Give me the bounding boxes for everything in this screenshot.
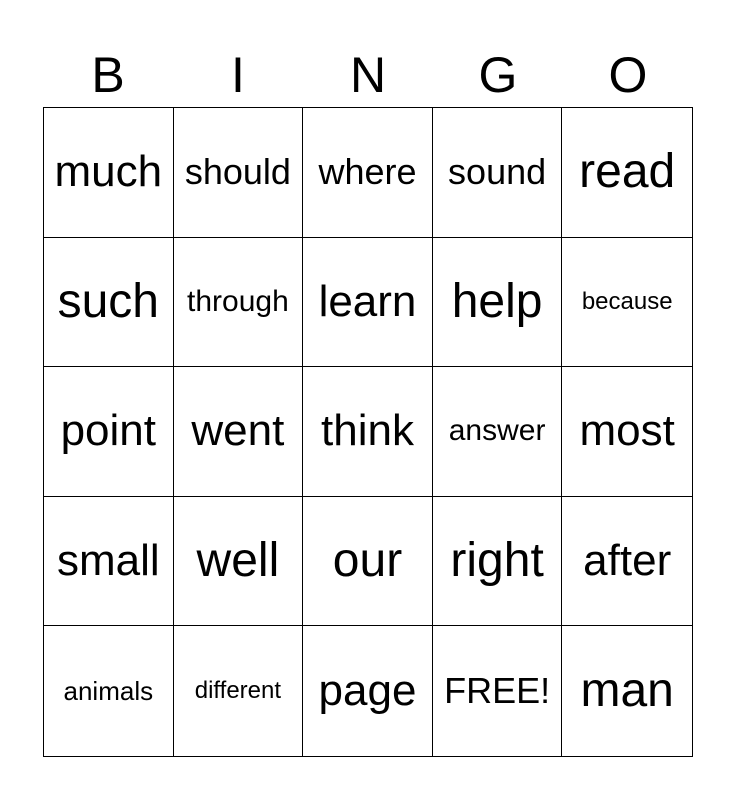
bingo-cell[interactable]: through: [174, 238, 304, 368]
bingo-cell[interactable]: right: [433, 497, 563, 627]
header-letter-o: O: [608, 47, 648, 103]
bingo-cell[interactable]: point: [44, 367, 174, 497]
bingo-cell[interactable]: read: [562, 108, 692, 238]
bingo-cell[interactable]: animals: [44, 626, 174, 756]
bingo-cell[interactable]: most: [562, 367, 692, 497]
bingo-cell[interactable]: learn: [303, 238, 433, 368]
bingo-cell[interactable]: sound: [433, 108, 563, 238]
bingo-cell[interactable]: because: [562, 238, 692, 368]
header-letter-b: B: [91, 47, 125, 103]
bingo-cell[interactable]: after: [562, 497, 692, 627]
header-letter-n: N: [349, 47, 387, 103]
bingo-cell[interactable]: help: [433, 238, 563, 368]
bingo-cell[interactable]: went: [174, 367, 304, 497]
bingo-header: [43, 42, 693, 108]
bingo-cell[interactable]: such: [44, 238, 174, 368]
bingo-cell[interactable]: our: [303, 497, 433, 627]
bingo-board: [43, 107, 693, 757]
header-letter-g: G: [478, 47, 518, 103]
free-space-cell[interactable]: FREE!: [433, 626, 563, 756]
header-letter-i: I: [231, 47, 245, 103]
bingo-cell[interactable]: much: [44, 108, 174, 238]
bingo-cell[interactable]: different: [174, 626, 304, 756]
bingo-cell[interactable]: where: [303, 108, 433, 238]
bingo-cell[interactable]: answer: [433, 367, 563, 497]
bingo-cell[interactable]: small: [44, 497, 174, 627]
bingo-cell[interactable]: well: [174, 497, 304, 627]
bingo-cell[interactable]: page: [303, 626, 433, 756]
bingo-cell[interactable]: think: [303, 367, 433, 497]
bingo-cell[interactable]: man: [580, 664, 674, 718]
bingo-cell[interactable]: should: [174, 108, 304, 238]
